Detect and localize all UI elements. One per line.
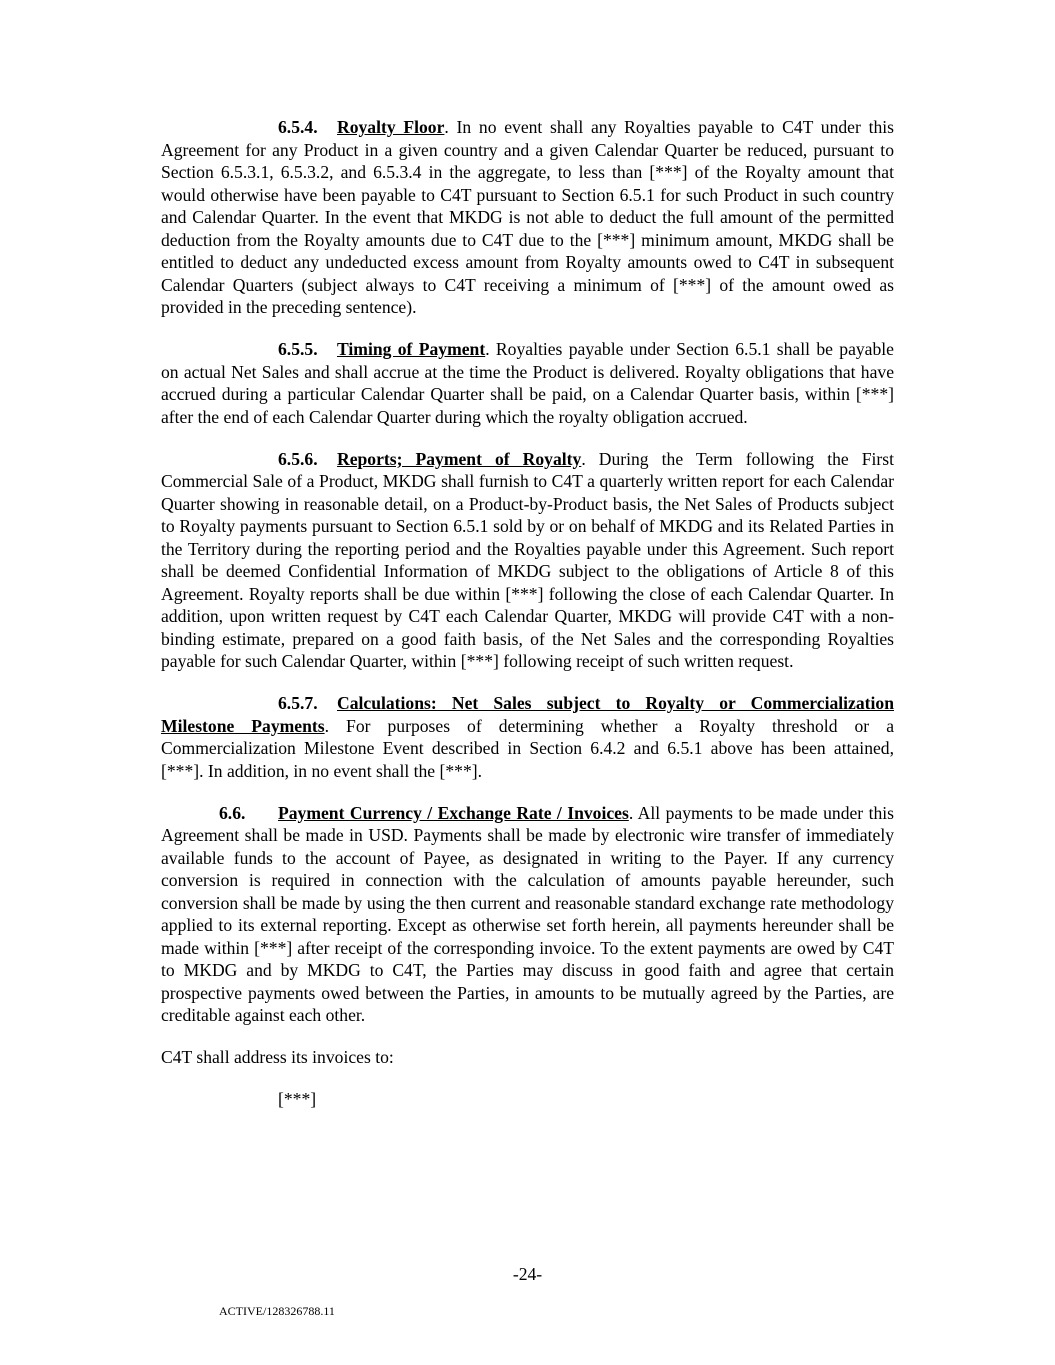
invoice-instruction: C4T shall address its invoices to: (161, 1047, 394, 1067)
section-body: . During the Term following the First Commercial Sale of a Product, MKDG shall furnish to C4T a quarterly written report for each Calendar Quarter showing in reasonable detail, on a Product-by-Product basis, the Net Sales of Products subject to Royalty payments pursuant to Section 6.5.1 sold by or on behalf of MKDG and its Related Parties in the Territory during the reporting period and the Royalties payable under this Agreement. Such report shall be deemed Confidential Information of MKDG subject to the obligations of Article 8 of this Agreement. Royalty reports shall be due within [***] following the close of each Calendar Quarter. In addition, upon written request by C4T each Calendar Quarter, MKDG will provide C4T with a non-binding estimate, prepared on a good faith basis, of the Net Sales and the corresponding Royalties payable for such Calendar Quarter, within [***] following receipt of such written request. (161, 448, 894, 671)
document-page (161, 116, 894, 1111)
section-number: 6.5.7. (278, 693, 318, 713)
section-body: . Royalties payable under Section 6.5.1 shall be payable on actual Net Sales and shall accrue at the time the Product is delivered. Royalty obligations that have accrued during a particular Calendar Quarter shall be paid, on a Calendar Quarter basis, within [***] after the end of each Calendar Quarter during which the royalty obligation accrued. (161, 339, 894, 427)
section-heading: Timing of Payment (337, 339, 486, 359)
section-number: 6.5.5. (278, 339, 318, 359)
page-number: -24- (512, 1264, 543, 1284)
section-body: . For purposes of determining whether a Royalty threshold or a Commercialization Milestone Event described in Section 6.4.2 and 6.5.1 above has been attained, [***]. In addition, in no event shall the [***]. (161, 715, 894, 781)
section-heading: Calculations: Net Sales subject to Royalty or Commercialization Milestone Payments (161, 693, 894, 736)
section-number: 6.5.6. (278, 448, 318, 469)
section-6-5-5 (161, 338, 894, 428)
section-6-5-6 (161, 448, 894, 673)
section-6-5-4 (161, 116, 894, 319)
section-number: 6.5.4. (278, 117, 318, 137)
section-6-6 (161, 802, 894, 1027)
document-id: ACTIVE/128326788.11 (219, 1304, 335, 1318)
section-body: . All payments to be made under this Agreement shall be made in USD. Payments shall be made by electronic wire transfer of immediately available funds to the account of Payee, as designated in writing to the Payer. If any currency conversion is required in connection with the calculation of amounts payable hereunder, such conversion shall be made by using the then current and reasonable standard exchange rate methodology applied to its external reporting. Except as otherwise set forth herein, all payments hereunder shall be made within [***] after receipt of the corresponding invoice. To the extent payments are owed by C4T to MKDG and by MKDG to C4T, the Parties may discuss in good faith and agree that certain prospective payments owed between the Parties, in amounts to be mutually agreed by the Parties, are creditable against each other. (161, 802, 895, 1025)
section-heading: Reports; Payment of Royalty (337, 448, 582, 469)
section-6-5-7 (161, 692, 894, 782)
invoice-address-redacted: [***] (278, 1089, 317, 1109)
section-body: . In no event shall any Royalties payable to C4T under this Agreement for any Product in a given country and a given Calendar Quarter be reduced, pursuant to Section 6.5.3.1, 6.5.3.2, and 6.5.3.4 in the aggregate, to less than [***] of the Royalty amount that would otherwise have been payable to C4T pursuant to Section 6.5.1 for such Product in such country and Calendar Quarter. In the event that MKDG is not able to deduct the full amount of the permitted deduction from the Royalty amounts due to C4T due to the [***] minimum amount, MKDG shall be entitled to deduct any undeducted excess amount from Royalty amounts owed to C4T in subsequent Calendar Quarters (subject always to C4T receiving a minimum of [***] of the amount owed as provided in the preceding sentence). (161, 117, 894, 317)
section-heading: Royalty Floor (337, 117, 445, 137)
section-number: 6.6. (219, 802, 246, 823)
section-heading: Payment Currency / Exchange Rate / Invoices (278, 802, 629, 823)
